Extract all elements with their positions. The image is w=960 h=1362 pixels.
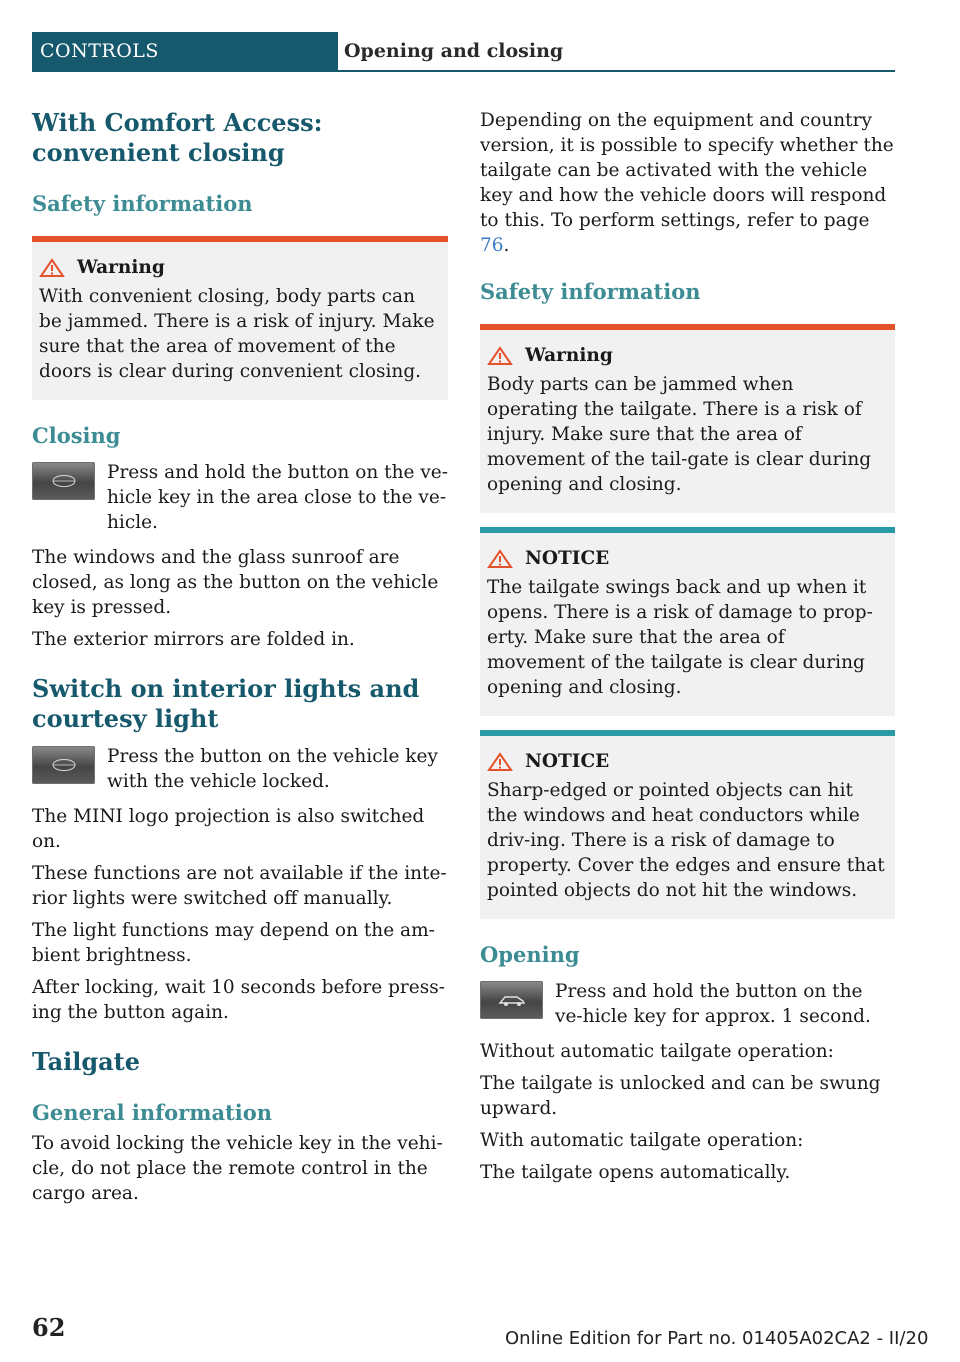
- intro-text: Depending on the equipment and country version, it is possible to specify whether the tailgate can be activated with the vehicle key and how the vehicle doors will respond to this. To perform settings, refer to page: [480, 110, 894, 231]
- notice-title: NOTICE: [525, 548, 610, 569]
- opening-paragraph: The tailgate opens automatically.: [480, 1162, 791, 1183]
- heading-comfort-access: With Comfort Access: convenient closing: [32, 108, 323, 167]
- heading-general-information: General information: [32, 1100, 273, 1125]
- notice-text: Sharp-edged or pointed objects can hit the windows and heat conductors while driv‐ing. There is a risk of damage to property. Cover the edges and ensure that pointed objects do not hit the windows.: [487, 780, 885, 901]
- intro-paragraph: [480, 108, 895, 258]
- warning-triangle-icon: [487, 751, 521, 773]
- general-paragraph: To avoid locking the vehicle key in the vehi‐cle, do not place the remote control in the cargo area.: [32, 1133, 443, 1204]
- notice-box: [480, 527, 895, 716]
- notice-box: [480, 730, 895, 919]
- closing-instruction: [32, 460, 448, 535]
- mini-logo-button-icon: [32, 746, 95, 784]
- page-header: [32, 32, 895, 72]
- notice-title: NOTICE: [525, 751, 610, 772]
- warning-title: Warning: [525, 345, 613, 366]
- car-tailgate-button-icon: [480, 981, 543, 1019]
- heading-safety-information: Safety information: [480, 279, 701, 304]
- closing-button-text: Press and hold the button on the ve‐hicle key in the area close to the ve‐hicle.: [107, 462, 448, 533]
- left-column: [32, 108, 448, 1213]
- warning-text: Body parts can be jammed when operating the tailgate. There is a risk of injury. Make sure that the area of movement of the tail‐gate is clear during opening and closing.: [487, 374, 872, 495]
- page-number: 62: [32, 1313, 66, 1342]
- warning-box: [32, 236, 448, 400]
- warning-triangle-icon: [39, 257, 73, 279]
- warning-text: With convenient closing, body parts can be jammed. There is a risk of injury. Make sure that the area of movement of the doors is clear during convenient closing.: [39, 286, 435, 382]
- warning-triangle-icon: [487, 345, 521, 367]
- heading-tailgate: Tailgate: [32, 1047, 141, 1076]
- lights-paragraph: After locking, wait 10 seconds before press‐ing the button again.: [32, 977, 445, 1023]
- closing-paragraph: The windows and the glass sunroof are closed, as long as the button on the vehicle key is pressed.: [32, 547, 439, 618]
- lights-instruction: [32, 744, 448, 794]
- warning-header: [39, 256, 441, 280]
- opening-paragraph: Without automatic tailgate operation:: [480, 1041, 834, 1062]
- right-column: [480, 108, 895, 1192]
- notice-header: [487, 750, 888, 774]
- lights-paragraph: The light functions may depend on the am‐bient brightness.: [32, 920, 435, 966]
- closing-paragraph: The exterior mirrors are folded in.: [32, 629, 355, 650]
- notice-header: [487, 547, 888, 571]
- section-label: CONTROLS: [32, 32, 338, 70]
- mini-logo-button-icon: [32, 462, 95, 500]
- heading-interior-lights: Switch on interior lights and courtesy light: [32, 674, 420, 733]
- lights-button-text: Press the button on the vehicle key with the vehicle locked.: [107, 746, 438, 792]
- heading-opening: Opening: [480, 942, 580, 967]
- opening-paragraph: The tailgate is unlocked and can be swung upward.: [480, 1073, 881, 1119]
- warning-title: Warning: [77, 257, 165, 278]
- opening-button-text: Press and hold the button on the ve‐hicle key for approx. 1 second.: [555, 981, 871, 1027]
- heading-closing: Closing: [32, 423, 121, 448]
- heading-safety-information: Safety information: [32, 191, 253, 216]
- warning-header: [487, 344, 888, 368]
- lights-paragraph: These functions are not available if the inte‐rior lights were switched off manually.: [32, 863, 447, 909]
- intro-end: .: [503, 235, 510, 256]
- notice-text: The tailgate swings back and up when it opens. There is a risk of damage to prop‐erty. Make sure that the area of movement of the tailgate is clear during opening and closing.: [487, 577, 873, 698]
- warning-box: [480, 324, 895, 513]
- warning-triangle-icon: [487, 548, 521, 570]
- chapter-title: Opening and closing: [344, 40, 564, 62]
- page-link[interactable]: 76: [480, 235, 504, 256]
- opening-paragraph: With automatic tailgate operation:: [480, 1130, 804, 1151]
- lights-paragraph: The MINI logo projection is also switched on.: [32, 806, 425, 852]
- opening-instruction: [480, 979, 895, 1029]
- edition-note: Online Edition for Part no. 01405A02CA2 - II/20: [505, 1328, 929, 1349]
